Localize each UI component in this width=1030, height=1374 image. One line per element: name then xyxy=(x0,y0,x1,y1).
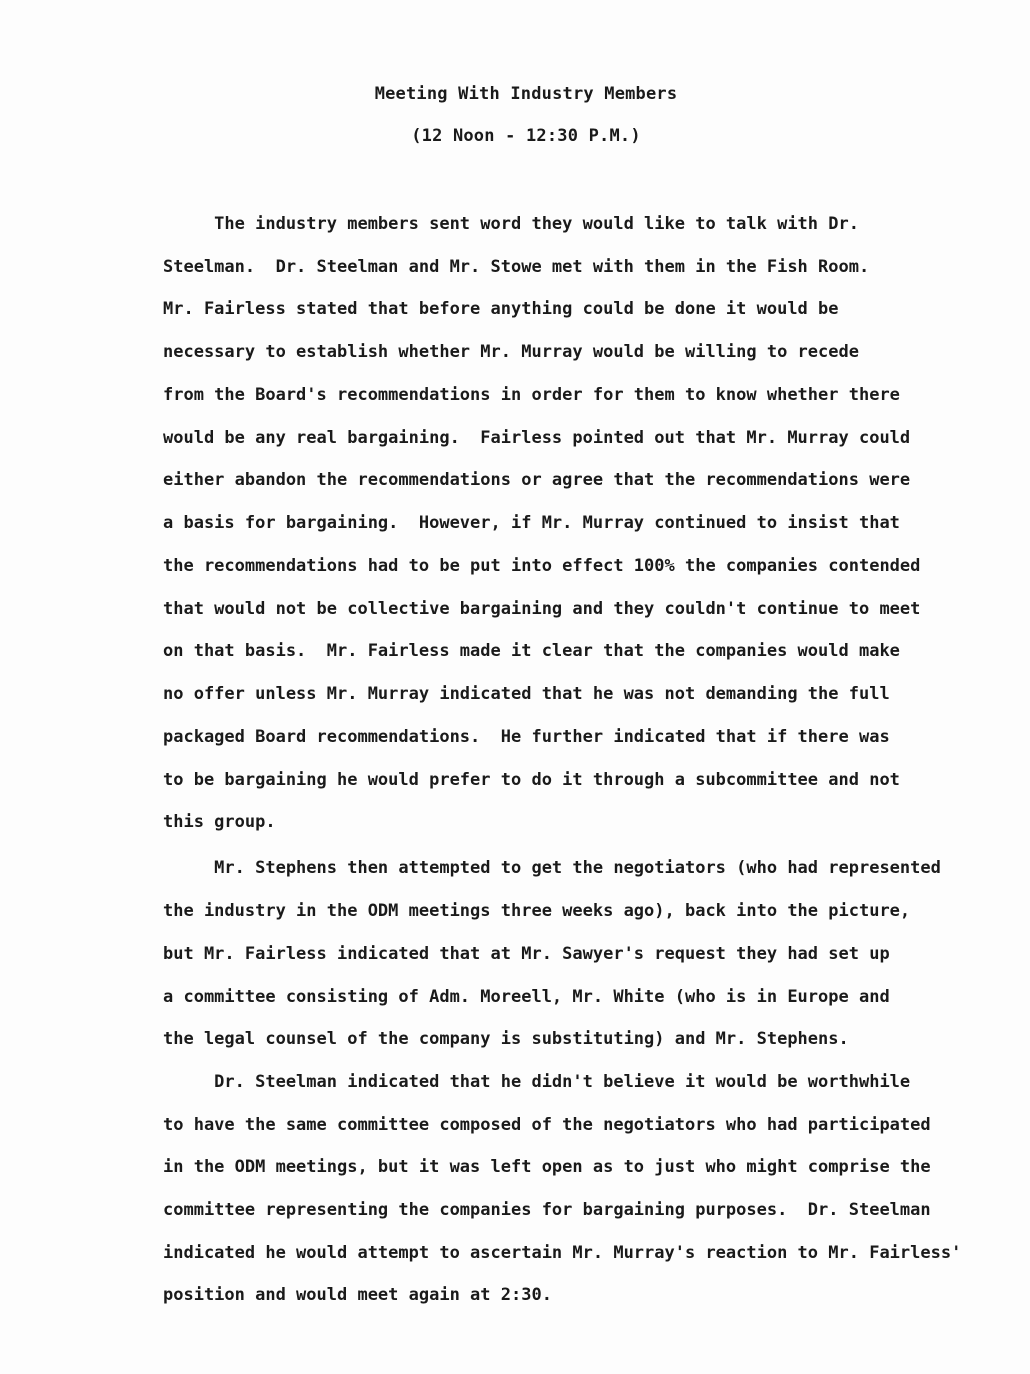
text-line: no offer unless Mr. Murray indicated that he was not demanding the full xyxy=(163,684,890,704)
text-line: packaged Board recommendations. He further indicated that if there was xyxy=(163,727,890,747)
text-line: position and would meet again at 2:30. xyxy=(163,1285,552,1305)
text-line: a committee consisting of Adm. Moreell, Mr. White (who is in Europe and xyxy=(163,987,890,1007)
text-line: Dr. Steelman indicated that he didn't believe it would be worthwhile xyxy=(163,1072,911,1092)
text-line: Mr. Stephens then attempted to get the negotiators (who had represented xyxy=(163,858,941,878)
text-line: indicated he would attempt to ascertain Mr. Murray's reaction to Mr. Fairless' xyxy=(163,1243,962,1263)
text-line: Mr. Fairless stated that before anything could be done it would be xyxy=(163,299,839,319)
text-line: the industry in the ODM meetings three weeks ago), back into the picture, xyxy=(163,901,911,921)
text-line: the recommendations had to be put into effect 100% the companies contended xyxy=(163,556,921,576)
text-line: would be any real bargaining. Fairless pointed out that Mr. Murray could xyxy=(163,428,911,448)
text-line: necessary to establish whether Mr. Murray would be willing to recede xyxy=(163,342,859,362)
text-line: on that basis. Mr. Fairless made it clear that the companies would make xyxy=(163,641,900,661)
text-line: this group. xyxy=(163,812,276,832)
text-line: in the ODM meetings, but it was left open as to just who might comprise the xyxy=(163,1157,931,1177)
text-line: to be bargaining he would prefer to do it through a subcommittee and not xyxy=(163,770,900,790)
document-subtitle: (12 Noon - 12:30 P.M.) xyxy=(411,126,641,146)
text-line: that would not be collective bargaining and they couldn't continue to meet xyxy=(163,599,921,619)
text-line: from the Board's recommendations in order for them to know whether there xyxy=(163,385,900,405)
document-title: Meeting With Industry Members xyxy=(374,84,678,104)
text-line: The industry members sent word they would like to talk with Dr. xyxy=(163,214,859,234)
text-line: Steelman. Dr. Steelman and Mr. Stowe met with them in the Fish Room. xyxy=(163,257,870,277)
text-line: the legal counsel of the company is substituting) and Mr. Stephens. xyxy=(163,1029,849,1049)
text-line: but Mr. Fairless indicated that at Mr. Sawyer's request they had set up xyxy=(163,944,890,964)
text-line: either abandon the recommendations or agree that the recommendations were xyxy=(163,470,911,490)
text-line: committee representing the companies for bargaining purposes. Dr. Steelman xyxy=(163,1200,931,1220)
text-line: a basis for bargaining. However, if Mr. Murray continued to insist that xyxy=(163,513,900,533)
text-line: to have the same committee composed of the negotiators who had participated xyxy=(163,1115,931,1135)
